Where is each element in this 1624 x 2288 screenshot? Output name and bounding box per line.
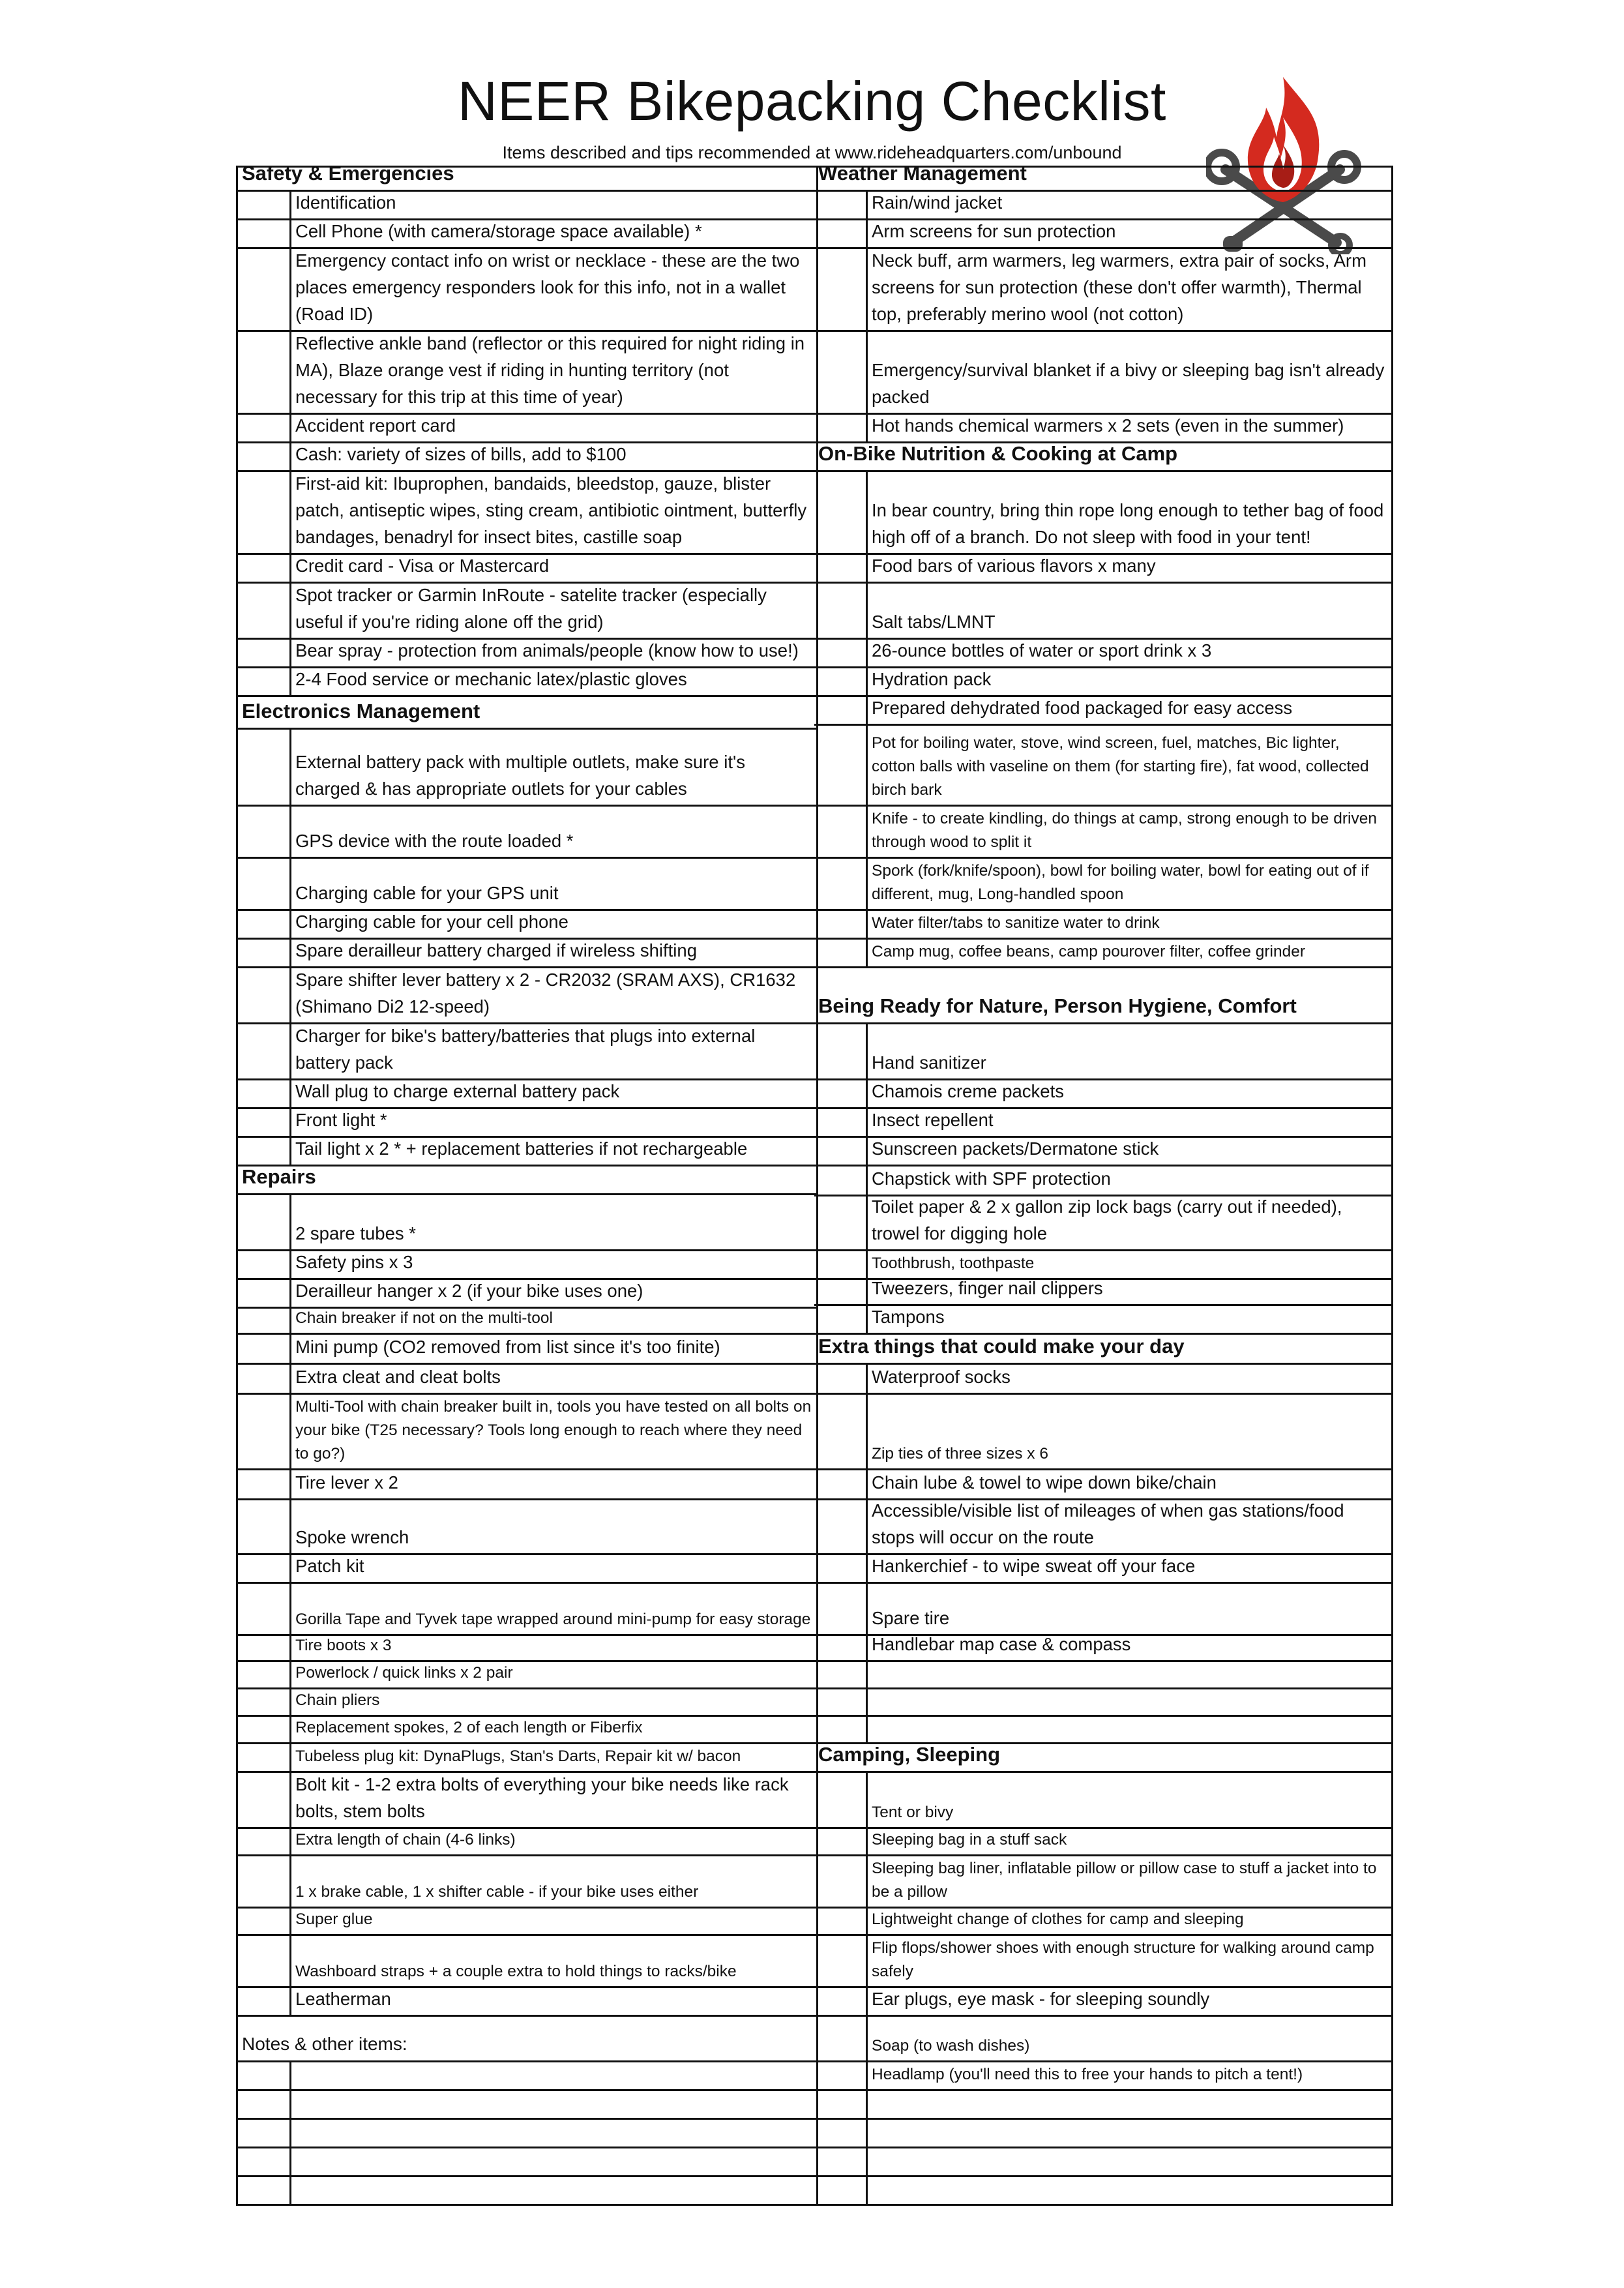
section-title: Notes & other items:: [242, 2034, 407, 2054]
checklist-row: [238, 1856, 816, 1909]
checklist-row: [814, 2091, 1391, 2120]
item-label: Camp mug, coffee beans, camp pourover filter, coffee grinder: [872, 943, 1306, 960]
checklist-row: [814, 2017, 1391, 2062]
item-label: Spot tracker or Garmin InRoute - satelite tracker (especially useful if you're riding alone off the grid): [295, 585, 767, 632]
item-label: Front light *: [295, 1110, 387, 1130]
checkbox-cell[interactable]: [814, 1280, 868, 1304]
checkbox-cell[interactable]: [814, 1636, 868, 1660]
checkbox-cell[interactable]: [814, 859, 868, 909]
checkbox-cell[interactable]: [238, 1365, 291, 1393]
checkbox-cell[interactable]: [238, 472, 291, 553]
checkbox-cell[interactable]: [814, 940, 868, 966]
checkbox-cell[interactable]: [238, 2120, 291, 2147]
checkbox-cell[interactable]: [238, 1195, 291, 1249]
checklist-row: [814, 1829, 1391, 1856]
item-label: Reflective ankle band (reflector or this required for night riding in MA), Blaze orange vest if riding in hunting territory (not necessary for this trip at this time of year): [295, 333, 805, 407]
checkbox-cell[interactable]: [814, 1988, 868, 2015]
checkbox-cell[interactable]: [238, 2148, 291, 2175]
item-label: Derailleur hanger x 2 (if your bike uses one): [295, 1281, 643, 1301]
checkbox-cell[interactable]: [814, 1829, 868, 1854]
item-label: Chain pliers: [295, 1691, 380, 1709]
item-label: Replacement spokes, 2 of each length or Fiberfix: [295, 1719, 643, 1736]
checklist-row: [814, 415, 1391, 443]
checklist-row: [814, 1080, 1391, 1109]
checklist-row: [238, 443, 816, 472]
checkbox-cell[interactable]: [238, 911, 291, 938]
section-header-notes-other-items: [238, 2017, 816, 2062]
item-label: Spare shifter lever battery x 2 - CR2032 (SRAM AXS), CR1632 (Shimano Di2 12-speed): [295, 970, 796, 1017]
checkbox-cell[interactable]: [814, 2017, 868, 2060]
item-label: Mini pump (CO2 removed from list since it's too finite): [295, 1337, 720, 1357]
checkbox-cell[interactable]: [814, 220, 868, 247]
checklist-row: [814, 1988, 1391, 2017]
section-header-electronics-management: [238, 697, 816, 730]
item-label: Cell Phone (with camera/storage space available) *: [295, 221, 702, 241]
item-label: Extra length of chain (4-6 links): [295, 1831, 516, 1849]
section-header-repairs: [238, 1166, 816, 1195]
checkbox-cell[interactable]: [238, 2062, 291, 2089]
item-label: Chamois creme packets: [872, 1081, 1064, 1101]
checkbox-cell[interactable]: [814, 1166, 868, 1195]
checkbox-cell[interactable]: [814, 1251, 868, 1278]
item-label: Tail light x 2 * + replacement batteries if not rechargeable: [295, 1138, 748, 1159]
item-label: Charger for bike's battery/batteries that plugs into external battery pack: [295, 1026, 756, 1073]
checkbox-cell[interactable]: [238, 1335, 291, 1363]
checklist-row: [238, 1662, 816, 1689]
item-label: Charging cable for your GPS unit: [295, 883, 559, 903]
checklist-row: [238, 1636, 816, 1662]
checkbox-cell[interactable]: [814, 1936, 868, 1986]
item-label: Ear plugs, eye mask - for sleeping soundly: [872, 1989, 1210, 2009]
item-label: Leatherman: [295, 1989, 391, 2009]
item-label: Spare tire: [872, 1608, 950, 1628]
item-label: Gorilla Tape and Tyvek tape wrapped around mini-pump for easy storage: [295, 1611, 811, 1628]
section-title: Camping, Sleeping: [818, 1743, 1001, 1766]
section-header-safety-emergencies: [238, 162, 816, 192]
item-label: Neck buff, arm warmers, leg warmers, extra pair of socks, Arm screens for sun protection (these don't offer warmth), Thermal top, preferably merino wool (not cotton): [872, 250, 1367, 324]
item-label: Accessible/visible list of mileages of when gas stations/food stops will occur on the route: [872, 1500, 1344, 1547]
checklist-row: [238, 555, 816, 584]
checklist-row: [814, 1306, 1391, 1335]
item-label: Insect repellent: [872, 1110, 994, 1130]
checklist-row: [814, 697, 1391, 726]
checklist-row: [238, 1555, 816, 1584]
checkbox-cell[interactable]: [814, 668, 868, 695]
checklist-row: [814, 332, 1391, 415]
checklist-row: [814, 640, 1391, 668]
checklist-row: [814, 2177, 1391, 2206]
item-label: Charging cable for your cell phone: [295, 912, 568, 932]
checklist-row: [238, 2062, 816, 2091]
item-label: Tubeless plug kit: DynaPlugs, Stan's Darts, Repair kit w/ bacon: [295, 1747, 741, 1765]
checklist-row: [238, 1773, 816, 1829]
item-label: Salt tabs/LMNT: [872, 612, 996, 632]
item-label: Sleeping bag liner, inflatable pillow or pillow case to stuff a jacket into to be a pillow: [872, 1860, 1377, 1901]
checklist-row: [238, 1280, 816, 1309]
checklist-row: [238, 332, 816, 415]
checkbox-cell[interactable]: [814, 472, 868, 553]
checklist-row: [814, 584, 1391, 640]
item-label: 2-4 Food service or mechanic latex/plastic gloves: [295, 669, 687, 689]
checklist-row: [238, 1829, 816, 1856]
item-label: Hand sanitizer: [872, 1052, 986, 1073]
checkbox-cell[interactable]: [238, 859, 291, 909]
checkbox-cell[interactable]: [814, 1306, 868, 1333]
checklist-row: [238, 1395, 816, 1470]
checklist-row: [238, 1024, 816, 1080]
section-title: Repairs: [242, 1165, 316, 1188]
checklist-row: [814, 192, 1391, 220]
item-label: Tent or bivy: [872, 1804, 954, 1821]
checklist-row: [238, 1744, 816, 1773]
checkbox-cell[interactable]: [238, 220, 291, 247]
checkbox-cell[interactable]: [238, 1280, 291, 1307]
checklist-row: [814, 1500, 1391, 1555]
item-label: Bolt kit - 1-2 extra bolts of everything your bike needs like rack bolts, stem bolts: [295, 1774, 789, 1821]
checklist-row: [238, 220, 816, 249]
checkbox-cell[interactable]: [238, 192, 291, 218]
item-label: Handlebar map case & compass: [872, 1634, 1131, 1654]
checklist-row: [814, 1196, 1391, 1251]
checklist-row: [814, 1166, 1391, 1196]
item-label: Prepared dehydrated food packaged for easy access: [872, 698, 1293, 718]
item-label: Tampons: [872, 1307, 945, 1327]
item-label: Knife - to create kindling, do things at camp, strong enough to be driven through wood to split it: [872, 810, 1377, 851]
checklist-row: [814, 1773, 1391, 1829]
item-label: Zip ties of three sizes x 6: [872, 1445, 1048, 1463]
item-label: Super glue: [295, 1910, 373, 1928]
checkbox-cell[interactable]: [814, 584, 868, 638]
checkbox-cell[interactable]: [238, 1636, 291, 1660]
checklist-row: [814, 859, 1391, 911]
checkbox-cell[interactable]: [814, 1470, 868, 1498]
section-title: Safety & Emergencies: [242, 162, 454, 185]
checkbox-cell[interactable]: [814, 1395, 868, 1468]
checkbox-cell[interactable]: [238, 1909, 291, 1934]
checkbox-cell[interactable]: [238, 2177, 291, 2204]
checkbox-cell[interactable]: [238, 1662, 291, 1687]
checkbox-cell[interactable]: [238, 1689, 291, 1715]
checklist-row: [814, 1936, 1391, 1988]
item-label: Spork (fork/knife/spoon), bowl for boiling water, bowl for eating out of if different, mug, Long-handled spoon: [872, 862, 1369, 903]
checkbox-cell[interactable]: [814, 332, 868, 413]
checklist-row: [238, 1195, 816, 1251]
checkbox-cell[interactable]: [238, 730, 291, 805]
item-label: Water filter/tabs to sanitize water to drink: [872, 914, 1160, 932]
checklist-row: [814, 1280, 1391, 1306]
checklist-row: [238, 1988, 816, 2017]
checkbox-cell[interactable]: [814, 1555, 868, 1582]
checkbox-cell[interactable]: [814, 1196, 868, 1249]
checklist-row: [814, 1109, 1391, 1138]
item-label: Bear spray - protection from animals/people (know how to use!): [295, 640, 799, 661]
checkbox-cell[interactable]: [814, 1138, 868, 1165]
right-checklist-column: [814, 162, 1393, 2206]
checklist-row: [814, 1470, 1391, 1500]
item-label: Hot hands chemical warmers x 2 sets (even in the summer): [872, 415, 1344, 436]
checkbox-cell[interactable]: [238, 940, 291, 966]
checkbox-cell[interactable]: [238, 1251, 291, 1278]
checklist-row: [814, 2148, 1391, 2177]
checkbox-cell[interactable]: [814, 1773, 868, 1827]
checkbox-cell[interactable]: [814, 1024, 868, 1078]
item-label: First-aid kit: Ibuprophen, bandaids, bleedstop, gauze, blister patch, antiseptic wipes, sting cream, antibiotic ointment, butterfly bandages, benadryl for insect bites, castille soap: [295, 473, 807, 547]
item-label: Waterproof socks: [872, 1367, 1011, 1387]
item-label: Washboard straps + a couple extra to hold things to racks/bike: [295, 1963, 737, 1980]
item-label: Arm screens for sun protection: [872, 221, 1116, 241]
checklist-row: [814, 1138, 1391, 1166]
checkbox-cell[interactable]: [238, 249, 291, 330]
checklist-row: [238, 911, 816, 940]
checklist-row: [814, 472, 1391, 555]
checklist-row: [238, 192, 816, 220]
checkbox-cell[interactable]: [238, 1138, 291, 1165]
item-label: Patch kit: [295, 1556, 364, 1576]
item-label: Spoke wrench: [295, 1527, 409, 1547]
checkbox-cell[interactable]: [238, 1309, 291, 1333]
checkbox-cell[interactable]: [238, 1395, 291, 1468]
left-checklist-column: [236, 162, 818, 2206]
checklist-row: [814, 1909, 1391, 1936]
checkbox-cell[interactable]: [814, 2177, 868, 2204]
checklist-row: [238, 584, 816, 640]
section-header-on-bike-nutrition-cooking-at-camp: [814, 443, 1391, 472]
checkbox-cell[interactable]: [238, 1988, 291, 2015]
item-label: Sunscreen packets/Dermatone stick: [872, 1138, 1159, 1159]
checkbox-cell[interactable]: [238, 1773, 291, 1827]
checklist-row: [814, 1636, 1391, 1662]
checklist-row: [238, 2177, 816, 2206]
checklist-row: [814, 911, 1391, 940]
item-label: 26-ounce bottles of water or sport drink x 3: [872, 640, 1212, 661]
checkbox-cell[interactable]: [814, 1856, 868, 1907]
checkbox-cell[interactable]: [238, 415, 291, 441]
checklist-row: [238, 1584, 816, 1636]
checkbox-cell[interactable]: [814, 2148, 868, 2175]
checklist-row: [814, 1717, 1391, 1744]
page-subtitle: Items described and tips recommended at www.rideheadquarters.com/unbound: [502, 143, 1122, 162]
checkbox-cell[interactable]: [814, 1365, 868, 1393]
checklist-row: [238, 249, 816, 332]
checklist-row: [238, 1365, 816, 1395]
checklist-row: [238, 1251, 816, 1280]
item-label: Chapstick with SPF protection: [872, 1168, 1111, 1189]
item-label: Powerlock / quick links x 2 pair: [295, 1664, 513, 1682]
checklist-row: [238, 2120, 816, 2148]
item-label: Sleeping bag in a stuff sack: [872, 1831, 1067, 1849]
checklist-row: [814, 220, 1391, 249]
item-label: Accident report card: [295, 415, 456, 436]
checklist-row: [238, 640, 816, 668]
section-title: Being Ready for Nature, Person Hygiene, Comfort: [818, 994, 1297, 1017]
checkbox-cell[interactable]: [238, 1936, 291, 1986]
item-label: Cash: variety of sizes of bills, add to $100: [295, 444, 627, 464]
checkbox-cell[interactable]: [238, 1829, 291, 1854]
item-label: Credit card - Visa or Mastercard: [295, 556, 550, 576]
checkbox-cell[interactable]: [814, 726, 868, 805]
item-label: Wall plug to charge external battery pack: [295, 1081, 620, 1101]
item-label: Tweezers, finger nail clippers: [872, 1278, 1103, 1298]
checkbox-cell[interactable]: [238, 2091, 291, 2118]
checklist-row: [238, 1936, 816, 1988]
checkbox-cell[interactable]: [238, 1080, 291, 1107]
checklist-row: [238, 1080, 816, 1109]
item-label: Multi-Tool with chain breaker built in, tools you have tested on all bolts on your bike (T25 necessary? Tools long enough to reach where they need to go?): [295, 1398, 812, 1463]
checklist-row: [238, 807, 816, 859]
section-title: Weather Management: [818, 162, 1027, 185]
page-title: NEER Bikepacking Checklist: [458, 70, 1166, 132]
checklist-row: [814, 1555, 1391, 1584]
item-label: Safety pins x 3: [295, 1252, 413, 1272]
checkbox-cell[interactable]: [238, 443, 291, 470]
section-title: Electronics Management: [242, 700, 480, 722]
checkbox-cell[interactable]: [814, 911, 868, 938]
checklist-row: [238, 859, 816, 911]
checklist-row: [238, 1470, 816, 1500]
section-title: Extra things that could make your day: [818, 1335, 1185, 1358]
checklist-row: [238, 1109, 816, 1138]
checklist-row: [238, 968, 816, 1024]
checklist-row: [238, 2148, 816, 2177]
checkbox-cell[interactable]: [814, 192, 868, 218]
checklist-row: [814, 249, 1391, 332]
checkbox-cell[interactable]: [238, 555, 291, 582]
item-label: Chain breaker if not on the multi-tool: [295, 1309, 553, 1327]
item-label: Hankerchief - to wipe sweat off your face: [872, 1556, 1196, 1576]
checklist-row: [814, 1365, 1391, 1395]
checkbox-cell[interactable]: [238, 1470, 291, 1498]
item-label: Headlamp (you'll need this to free your hands to pitch a tent!): [872, 2066, 1303, 2083]
checklist-row: [238, 668, 816, 697]
item-label: Lightweight change of clothes for camp and sleeping: [872, 1910, 1244, 1928]
checklist-row: [238, 415, 816, 443]
item-label: Emergency/survival blanket if a bivy or sleeping bag isn't already packed: [872, 360, 1385, 407]
checkbox-cell[interactable]: [238, 1500, 291, 1553]
checklist-row: [238, 1309, 816, 1335]
section-header-weather-management: [814, 162, 1391, 192]
checkbox-cell[interactable]: [238, 1024, 291, 1078]
checkbox-cell[interactable]: [238, 332, 291, 413]
checkbox-cell[interactable]: [814, 1500, 868, 1553]
checkbox-cell[interactable]: [814, 640, 868, 666]
checklist-row: [238, 2091, 816, 2120]
checkbox-cell[interactable]: [238, 668, 291, 695]
checkbox-cell[interactable]: [814, 1080, 868, 1107]
checkbox-cell[interactable]: [238, 1584, 291, 1634]
item-label: Toothbrush, toothpaste: [872, 1255, 1035, 1272]
item-label: External battery pack with multiple outlets, make sure it's charged & has appropriate outlets for your cables: [295, 752, 745, 799]
item-label: Rain/wind jacket: [872, 192, 1003, 213]
checkbox-cell[interactable]: [814, 2091, 868, 2118]
checkbox-cell[interactable]: [238, 1717, 291, 1742]
checkbox-cell[interactable]: [238, 1856, 291, 1907]
checkbox-cell[interactable]: [814, 555, 868, 582]
item-label: Flip flops/shower shoes with enough structure for walking around camp safely: [872, 1939, 1374, 1980]
checklist-row: [238, 1909, 816, 1936]
section-header-extra-things-that-could-make-your-day: [814, 1335, 1391, 1365]
item-label: Toilet paper & 2 x gallon zip lock bags (carry out if needed), trowel for digging hole: [872, 1196, 1342, 1243]
item-label: GPS device with the route loaded *: [295, 831, 574, 851]
item-label: Identification: [295, 192, 396, 213]
checklist-row: [238, 1689, 816, 1717]
item-label: Hydration pack: [872, 669, 992, 689]
checkbox-cell[interactable]: [814, 1717, 868, 1742]
item-label: Tire lever x 2: [295, 1472, 398, 1493]
checkbox-cell[interactable]: [814, 249, 868, 330]
item-label: Food bars of various flavors x many: [872, 556, 1156, 576]
checkbox-cell[interactable]: [814, 1662, 868, 1687]
checklist-row: [814, 1395, 1391, 1470]
checkbox-cell[interactable]: [238, 584, 291, 638]
checkbox-cell[interactable]: [814, 1109, 868, 1136]
checklist-row: [814, 555, 1391, 584]
checklist-row: [814, 1856, 1391, 1909]
section-title: On-Bike Nutrition & Cooking at Camp: [818, 442, 1178, 465]
checklist-row: [238, 1500, 816, 1555]
checklist-row: [814, 1662, 1391, 1689]
checkbox-cell[interactable]: [814, 807, 868, 857]
item-label: Tire boots x 3: [295, 1637, 392, 1654]
item-label: Soap (to wash dishes): [872, 2037, 1030, 2055]
checkbox-cell[interactable]: [238, 1109, 291, 1136]
checklist-row: [238, 940, 816, 968]
checklist-row: [814, 2062, 1391, 2091]
item-label: Emergency contact info on wrist or necklace - these are the two places emergency responders look for this info, not in a wallet (Road ID): [295, 250, 800, 324]
checklist-row: [814, 940, 1391, 968]
checkbox-cell[interactable]: [814, 697, 868, 724]
item-label: Spare derailleur battery charged if wireless shifting: [295, 940, 697, 960]
checklist-row: [238, 1138, 816, 1166]
checkbox-cell[interactable]: [238, 807, 291, 857]
checkbox-cell[interactable]: [814, 1909, 868, 1934]
checklist-row: [814, 726, 1391, 807]
checklist-row: [238, 1335, 816, 1365]
checkbox-cell[interactable]: [814, 2120, 868, 2147]
checklist-row: [814, 668, 1391, 697]
checklist-row: [238, 730, 816, 807]
checklist-row: [814, 1584, 1391, 1636]
checkbox-cell[interactable]: [814, 2062, 868, 2089]
item-label: In bear country, bring thin rope long enough to tether bag of food high off of a branch. Do not sleep with food in your tent!: [872, 500, 1384, 547]
checklist-row: [238, 1717, 816, 1744]
checklist-row: [238, 472, 816, 555]
checkbox-cell[interactable]: [238, 968, 291, 1022]
checklist-row: [814, 1689, 1391, 1717]
item-label: Extra cleat and cleat bolts: [295, 1367, 501, 1387]
item-label: 1 x brake cable, 1 x shifter cable - if your bike uses either: [295, 1883, 699, 1901]
checkbox-cell[interactable]: [814, 415, 868, 441]
section-header-camping-sleeping: [814, 1744, 1391, 1773]
checklist-row: [814, 807, 1391, 859]
item-label: 2 spare tubes *: [295, 1223, 416, 1243]
item-label: Chain lube & towel to wipe down bike/chain: [872, 1472, 1217, 1493]
checkbox-cell[interactable]: [238, 640, 291, 666]
item-label: Pot for boiling water, stove, wind screen, fuel, matches, Bic lighter, cotton balls with vaseline on them (for starting fire), fat wood, collected birch bark: [872, 734, 1369, 799]
checklist-row: [814, 1024, 1391, 1080]
checklist-row: [814, 2120, 1391, 2148]
checkbox-cell[interactable]: [814, 1689, 868, 1715]
checkbox-cell[interactable]: [238, 1744, 291, 1771]
checkbox-cell[interactable]: [814, 1584, 868, 1634]
section-header-being-ready-for-nature-person-hygiene-comfort: [814, 968, 1391, 1024]
checkbox-cell[interactable]: [238, 1555, 291, 1582]
